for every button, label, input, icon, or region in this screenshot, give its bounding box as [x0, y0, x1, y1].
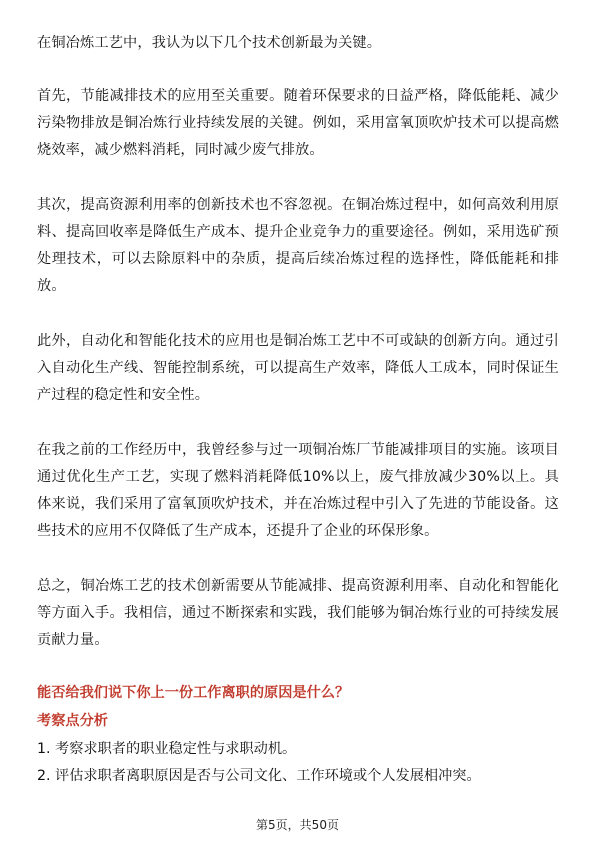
paragraph-experience: 在我之前的工作经历中，我曾经参与过一项铜冶炼厂节能减排项目的实施。该项目通过优化生产工艺，实现了燃料消耗降低10%以上，废气排放减少30%以上。具体来说，我们采用了富氧顶吹炉技术，并在冶炼过程中引入了先进的节能设备。这些技术的应用不仅降低了生产成本，还提升了企业的环保形象。	[37, 442, 559, 539]
analysis-title: 考察点分析	[37, 713, 108, 729]
analysis-item: 2. 评估求职者离职原因是否与公司文化、工作环境或个人发展相冲突。	[37, 768, 481, 784]
document-body	[37, 30, 559, 790]
page-number-footer: 第5页，共50页	[256, 818, 339, 832]
paragraph-resource-utilization: 其次，提高资源利用率的创新技术也不容忽视。在铜冶炼过程中，如何高效利用原料、提高回收率是降低生产成本、提升企业竞争力的重要途径。例如，采用选矿预处理技术，可以去除原料中的杂质，提高后续冶炼过程的选择性，降低能耗和排放。	[37, 197, 559, 294]
analysis-item: 1. 考察求职者的职业稳定性与求职动机。	[37, 741, 297, 757]
intro-paragraph: 在铜冶炼工艺中，我认为以下几个技术创新最为关键。	[37, 35, 382, 51]
paragraph-automation: 此外，自动化和智能化技术的应用也是铜冶炼工艺中不可或缺的创新方向。通过引入自动化生产线、智能控制系统，可以提高生产效率，降低人工成本，同时保证生产过程的稳定性和安全性。	[37, 333, 559, 403]
interview-question: 能否给我们说下你上一份工作离职的原因是什么？	[37, 685, 350, 701]
paragraph-conclusion: 总之，铜冶炼工艺的技术创新需要从节能减排、提高资源利用率、自动化和智能化等方面入手。我相信，通过不断探索和实践，我们能够为铜冶炼行业的可持续发展贡献力量。	[37, 578, 559, 648]
paragraph-energy-saving: 首先，节能减排技术的应用至关重要。随着环保要求的日益严格，降低能耗、减少污染物排放是铜冶炼行业持续发展的关键。例如，采用富氧顶吹炉技术可以提高燃烧效率，减少燃料消耗，同时减少废气排放。	[37, 88, 559, 158]
